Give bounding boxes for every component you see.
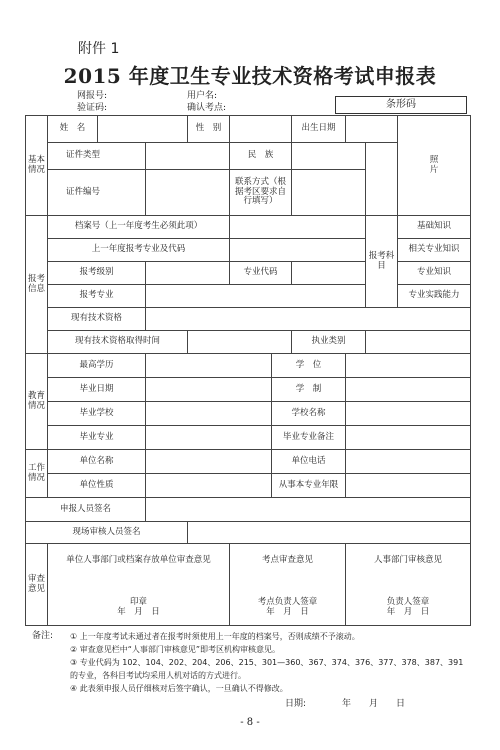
archive-no-field[interactable]	[230, 216, 366, 239]
site-review-label: 考点审查意见	[262, 554, 314, 565]
name-field[interactable]	[98, 116, 188, 143]
date-value: 年 月 日	[342, 699, 406, 709]
section-basic: 基本情况	[26, 116, 48, 216]
net-id-label: 网报号:	[77, 91, 108, 101]
grad-date-field[interactable]	[146, 378, 272, 402]
id-type-label: 证件类型	[48, 143, 146, 170]
school-name-field[interactable]	[346, 402, 471, 426]
unit-nature-field[interactable]	[146, 474, 272, 498]
school-field[interactable]	[146, 402, 272, 426]
site-review-date: 年 月 日	[266, 606, 309, 617]
specialty-field[interactable]	[146, 285, 366, 308]
section-education: 教育情况	[26, 354, 48, 450]
barcode-box: 条形码	[335, 96, 467, 114]
degree-label: 学 位	[272, 354, 346, 378]
unit-phone-field[interactable]	[346, 450, 471, 474]
contact-field[interactable]	[292, 170, 366, 216]
highest-edu-label: 最高学历	[48, 354, 146, 378]
id-number-label: 证件编号	[48, 170, 146, 216]
major-note-field[interactable]	[346, 426, 471, 450]
tech-title-field[interactable]	[146, 308, 471, 331]
birth-field[interactable]	[346, 116, 398, 143]
note-item-3: ③ 专业代码为 102、104、202、204、206、215、301—360、367、374、376、377、378、387、391 的专业，各科目考试均采用人机对话的方式进行。	[70, 658, 464, 680]
hr-sign-label: 负责人签章	[386, 596, 430, 607]
degree-field[interactable]	[346, 354, 471, 378]
gender-field[interactable]	[230, 116, 292, 143]
notes-label: 备注:	[32, 631, 54, 641]
applicant-sign-field[interactable]	[146, 498, 471, 522]
note-item-2: ② 审查意见栏中“人事部门审核意见”即考区机构审核意见。	[70, 645, 281, 654]
school-label: 毕业学校	[48, 402, 146, 426]
section-apply: 报考信息	[26, 216, 48, 354]
unit-review-date: 年 月 日	[117, 606, 160, 617]
specialty-code-label: 专业代码	[230, 262, 292, 285]
section-work: 工作情况	[26, 450, 48, 498]
note-item-4: ④ 此表须申报人员仔细核对后签字确认，一旦确认不得修改。	[70, 684, 288, 693]
ethnicity-label: 民 族	[230, 143, 292, 170]
unit-name-label: 单位名称	[48, 450, 146, 474]
birth-label: 出生日期	[292, 116, 346, 143]
hr-review-box[interactable]	[346, 544, 471, 626]
onsite-sign-label: 现场审核人员签名	[26, 522, 188, 544]
page-title: 2015 年度卫生专业技术资格考试申报表	[63, 64, 437, 88]
site-sign-label: 考点负责人签章	[257, 596, 318, 607]
photo-char-1: 照	[429, 154, 439, 165]
specialty-code-field[interactable]	[292, 262, 366, 285]
section-subjects: 报考科目	[366, 216, 398, 308]
school-name-label: 学校名称	[272, 402, 346, 426]
photo-char-2: 片	[429, 164, 439, 175]
verify-code-label: 验证码:	[77, 103, 108, 113]
confirm-site-label: 确认考点:	[187, 103, 227, 113]
date-label: 日期:	[285, 699, 307, 709]
highest-edu-field[interactable]	[146, 354, 272, 378]
unit-phone-label: 单位电话	[272, 450, 346, 474]
subject-4-label: 专业实践能力	[398, 285, 471, 308]
major-note-label: 毕业专业备注	[272, 426, 346, 450]
prev-specialty-label: 上一年度报考专业及代码	[48, 239, 230, 262]
years-field[interactable]	[346, 474, 471, 498]
subject-3-label: 专业知识	[398, 262, 471, 285]
unit-review-box[interactable]	[48, 544, 230, 626]
name-label: 姓 名	[48, 116, 98, 143]
id-type-field[interactable]	[146, 143, 230, 170]
tech-date-field[interactable]	[188, 331, 292, 354]
gender-label: 性 别	[188, 116, 230, 143]
tech-date-label: 现有技术资格取得时间	[48, 331, 188, 354]
ethnicity-field[interactable]	[292, 143, 366, 170]
id-number-field[interactable]	[146, 170, 230, 216]
specialty-label: 报考专业	[48, 285, 146, 308]
note-item-1: ① 上一年度考试未通过者在报考时须使用上一年度的档案号，否则成绩不予滚动。	[70, 632, 360, 641]
onsite-sign-field[interactable]	[188, 522, 471, 544]
page-number: - 8 -	[240, 717, 260, 728]
application-form	[25, 115, 471, 626]
photo-box[interactable]	[398, 116, 471, 216]
grad-date-label: 毕业日期	[48, 378, 146, 402]
attachment-label: 附件 1	[78, 41, 120, 57]
level-field[interactable]	[146, 262, 230, 285]
subject-1-label: 基础知识	[398, 216, 471, 239]
level-label: 报考级别	[48, 262, 146, 285]
practice-type-field[interactable]	[366, 331, 471, 354]
hr-review-label: 人事部门审核意见	[374, 554, 443, 565]
unit-nature-label: 单位性质	[48, 474, 146, 498]
practice-type-label: 执业类别	[292, 331, 366, 354]
tech-title-label: 现有技术资格	[48, 308, 146, 331]
edu-system-label: 学 制	[272, 378, 346, 402]
site-review-box[interactable]	[230, 544, 346, 626]
applicant-sign-label: 申报人员签名	[26, 498, 146, 522]
section-review: 审查意见	[26, 544, 48, 626]
contact-label: 联系方式（根据考区要求自行填写）	[230, 170, 292, 216]
major-label: 毕业专业	[48, 426, 146, 450]
username-label: 用户名:	[187, 91, 218, 101]
years-label: 从事本专业年限	[272, 474, 346, 498]
edu-system-field[interactable]	[346, 378, 471, 402]
hr-review-date: 年 月 日	[386, 606, 430, 617]
unit-review-label: 单位人事部门或档案存放单位审查意见	[66, 554, 211, 565]
subject-2-label: 相关专业知识	[398, 239, 471, 262]
unit-stamp-label: 印章	[129, 596, 147, 607]
archive-no-label: 档案号（上一年度考生必须此项）	[48, 216, 230, 239]
prev-specialty-field[interactable]	[230, 239, 366, 262]
major-field[interactable]	[146, 426, 272, 450]
unit-name-field[interactable]	[146, 450, 272, 474]
